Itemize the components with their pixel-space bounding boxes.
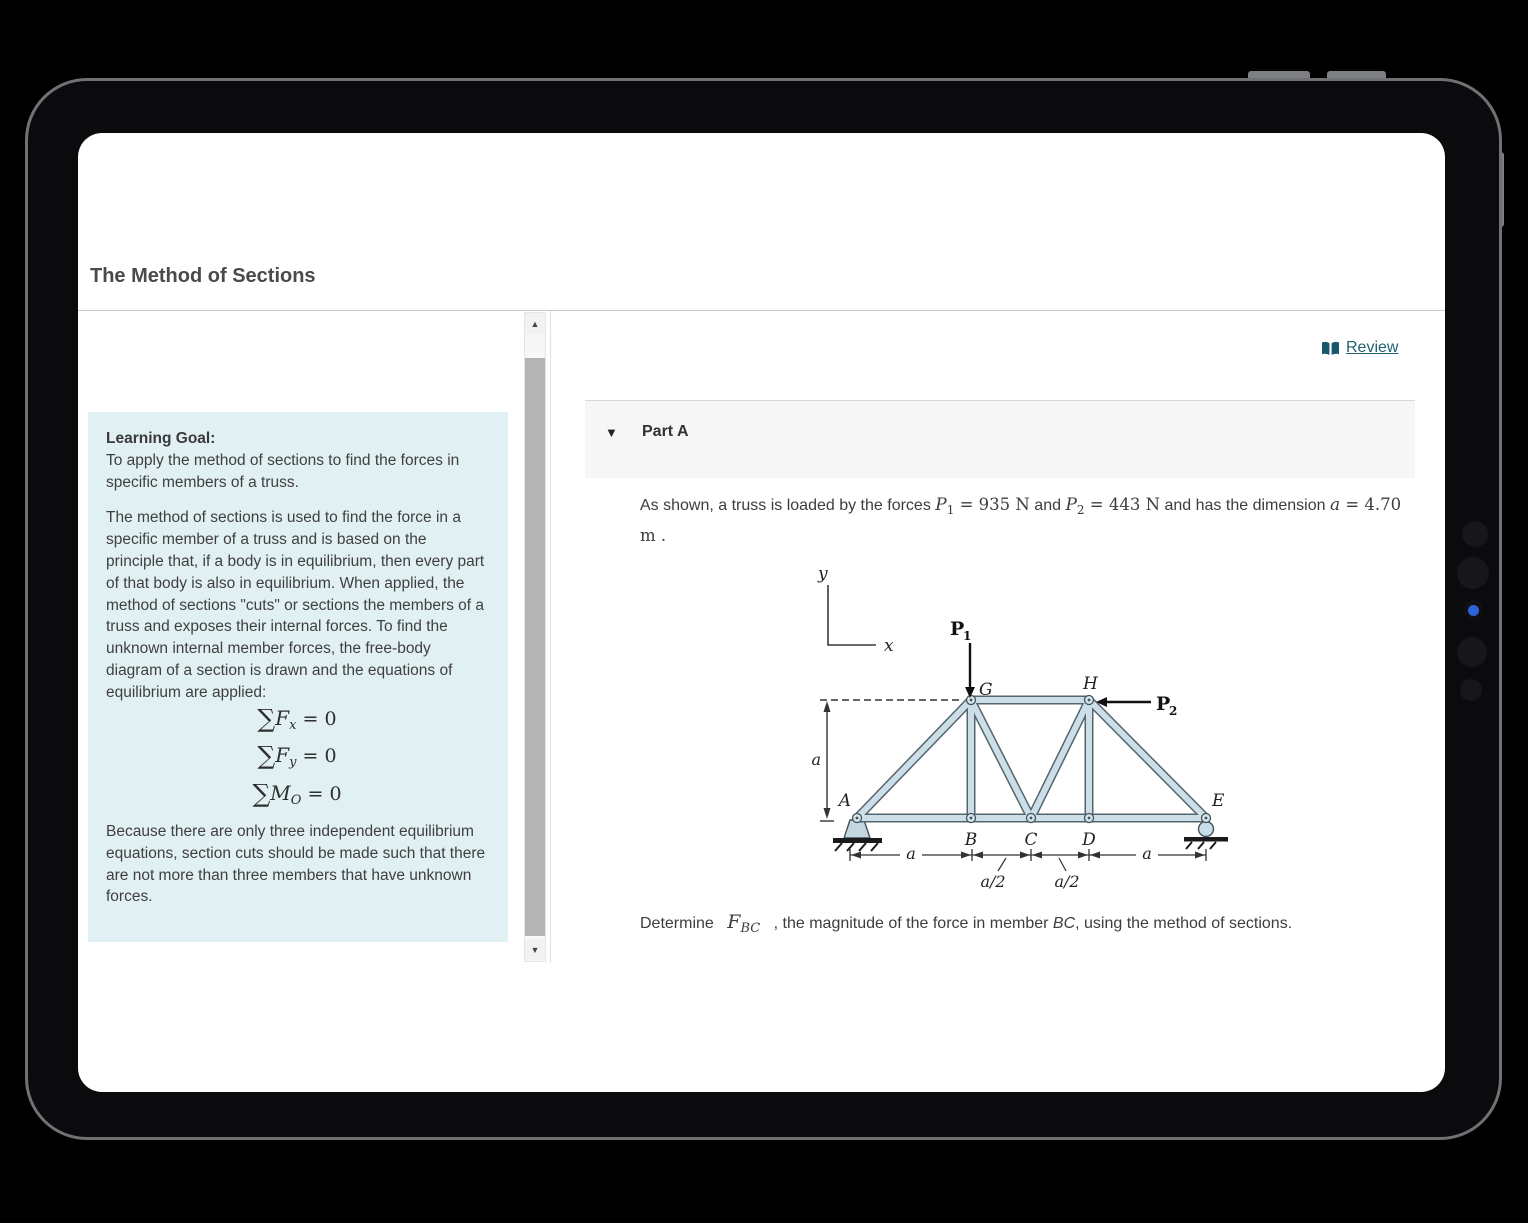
review-link[interactable] (1321, 339, 1398, 357)
truss-figure (800, 555, 1240, 900)
collapse-triangle-icon[interactable]: ▼ (605, 425, 618, 440)
bottom-dimensions (850, 844, 1206, 891)
part-a-label: Part A (642, 423, 689, 440)
learning-goal-body: The method of sections is used to find the force in a specific member of a truss and is based on the principle that, if a body is in equilibrium, then every part of that body is also in equilibrium. When applied, the method of sections "cuts" or sections the members of a truss and exposes their internal forces. To find the unknown internal member forces, the free-body diagram of a section is drawn and the equations of equilibrium are applied: (106, 509, 485, 701)
coordinate-axes (817, 564, 894, 656)
force-p1-label: P (950, 618, 965, 640)
joint-label-a: A (838, 791, 851, 811)
pin-support-a (833, 820, 882, 851)
equilibrium-equations (106, 703, 488, 812)
math-a: a (1329, 495, 1341, 515)
joint-label-g: G (979, 680, 993, 700)
tablet-frame (25, 78, 1502, 1140)
dim-ab-label: a (906, 844, 916, 863)
joint-label-b: B (964, 830, 978, 850)
joint-label-h: H (1083, 674, 1098, 694)
learning-goal-text: To apply the method of sections to find the forces in specific members of a truss. (106, 451, 460, 491)
truss-members (857, 700, 1206, 818)
joint-label-e: E (1212, 791, 1225, 811)
camera-sensor-dot (1462, 521, 1488, 547)
camera-lens-dot (1457, 557, 1489, 589)
joint-label-d: D (1082, 830, 1096, 850)
member-bc: BC (1052, 915, 1076, 932)
dim-cd-label: a/2 (1054, 872, 1080, 891)
equation-sum-fy: $\sum F_y = 0$ (257, 741, 337, 771)
equation-sum-fx: $\sum F_x = 0$ (257, 703, 337, 733)
part-a-header[interactable] (585, 400, 1415, 478)
learning-goal-heading: Learning Goal: (106, 430, 216, 447)
camera-sensor-dot-2 (1460, 679, 1482, 701)
joint-label-c: C (1024, 830, 1038, 850)
roller-support-e (1184, 822, 1228, 850)
left-panel (78, 311, 551, 963)
dim-de-label: a (1142, 844, 1152, 863)
camera-lens-dot-2 (1457, 637, 1487, 667)
left-panel-scrollbar[interactable] (524, 312, 546, 962)
learning-goal-panel (88, 412, 508, 942)
page-title: The Method of Sections (90, 265, 316, 287)
svg-text:2: 2 (1169, 704, 1178, 718)
height-dimension (811, 701, 834, 821)
force-arrow-p1 (950, 618, 975, 698)
force-p2-label: P (1156, 693, 1171, 715)
screen (78, 133, 1445, 1092)
math-fbc: $F_{BC}$ (727, 911, 761, 936)
scrollbar-up-arrow-icon[interactable]: ▲ (525, 313, 545, 334)
axis-y-label: y (818, 564, 828, 584)
camera-indicator-icon (1468, 605, 1479, 616)
scrollbar-thumb[interactable] (525, 358, 545, 936)
dim-bc-label: a/2 (980, 872, 1006, 891)
question-text: Determine $F_{BC}$ , the magnitude of the force in member BC, using the method of sections. (640, 911, 1293, 936)
problem-statement: As shown, a truss is loaded by the forces $P_1 = 935$ N and $P_2 = 443$ N and has the dimension a = 4.70 m . (640, 495, 1402, 545)
scrollbar-down-arrow-icon[interactable]: ▼ (525, 939, 545, 960)
right-panel (551, 311, 1445, 1092)
open-book-icon (1321, 341, 1340, 356)
equation-sum-mo: $\sum M_O = 0$ (252, 779, 342, 809)
review-link-label: Review (1346, 339, 1399, 356)
math-p2: $P_2$ (1065, 495, 1085, 517)
axis-x-label: x (884, 636, 894, 656)
math-p1: $P_1$ (935, 495, 955, 517)
learning-goal-footer: Because there are only three independent equilibrium equations, section cuts should be made such that there are not more than three members that have unknown forces. (106, 822, 486, 906)
dim-height-label: a (811, 750, 821, 769)
svg-text:1: 1 (963, 629, 972, 643)
